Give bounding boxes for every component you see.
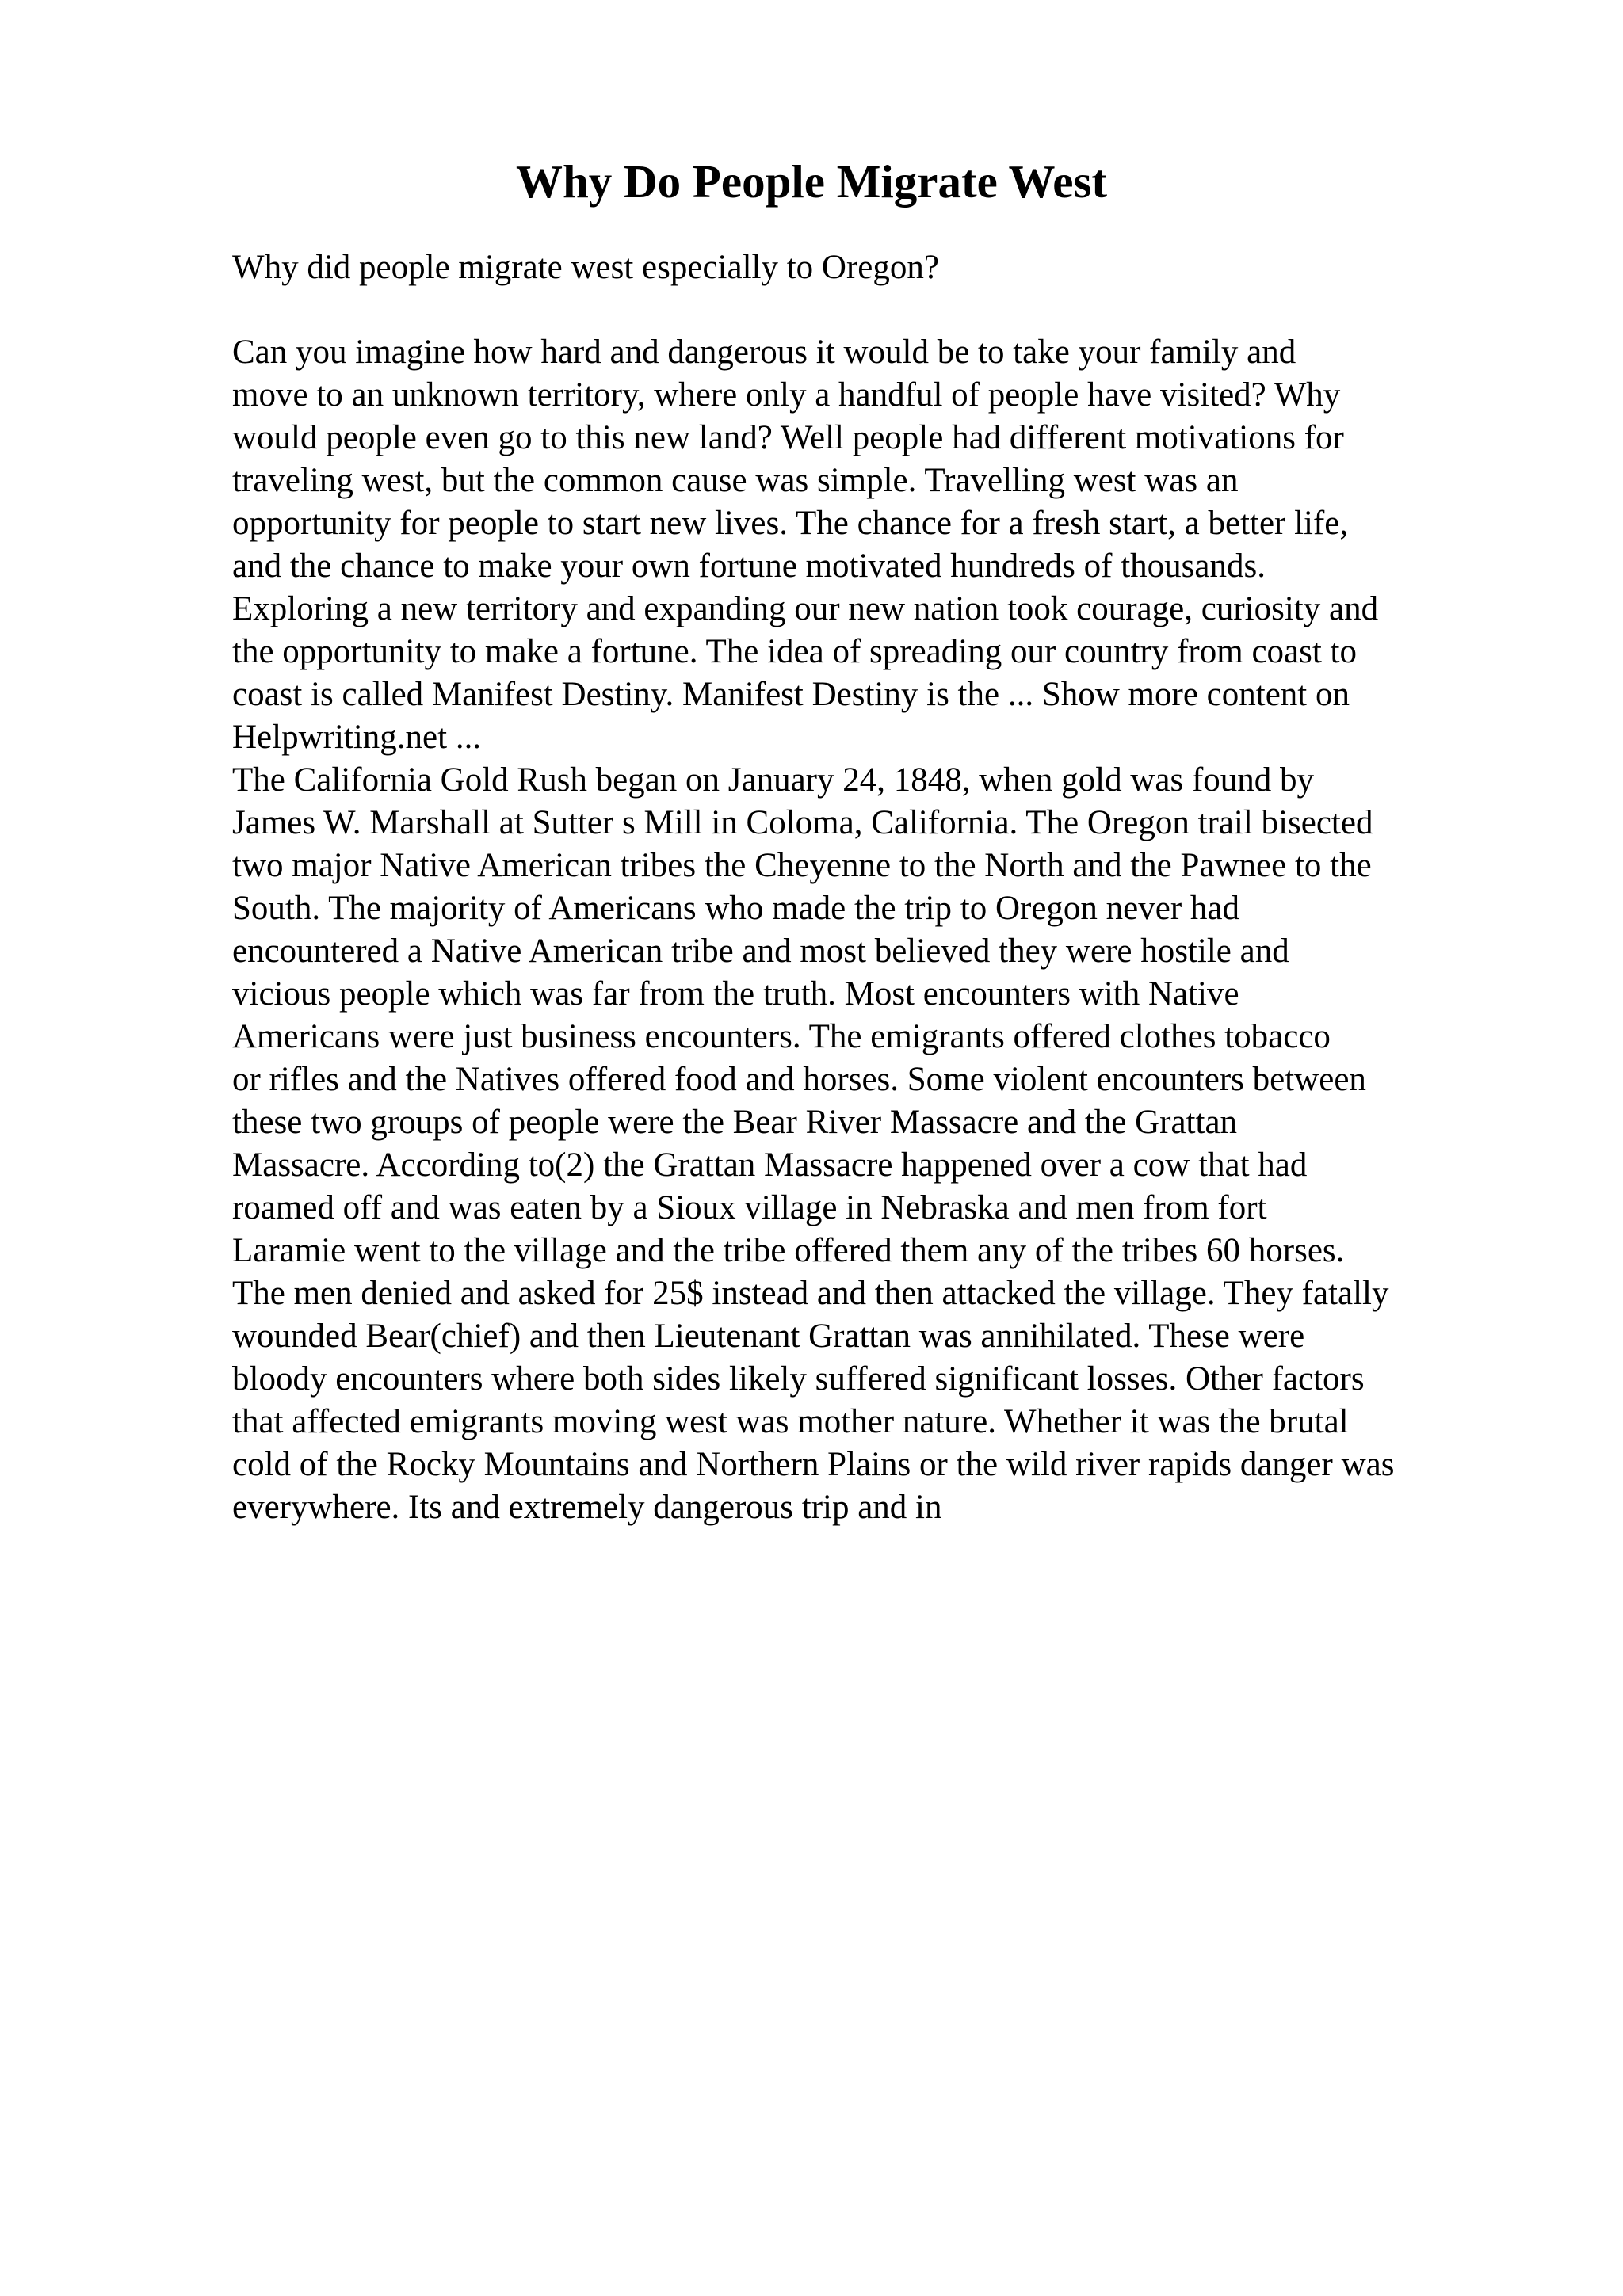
text-line: The California Gold Rush began on January 24, 1848, when gold was found by [232,761,1315,799]
text-line: Americans were just business encounters. The emigrants offered clothes tobacco [232,1018,1331,1055]
text-line: Massacre. According to(2) the Grattan Massacre happened over a cow that had [232,1146,1308,1184]
text-line: the opportunity to make a fortune. The idea of spreading our country from coast to [232,633,1357,670]
text-line: would people even go to this new land? Well people had different motivations for [232,419,1344,456]
text-line: Helpwriting.net ... [232,719,482,756]
text-line: Can you imagine how hard and dangerous it would be to take your family and [232,334,1296,371]
text-line: these two groups of people were the Bear River Massacre and the Grattan [232,1104,1238,1141]
text-line: and the chance to make your own fortune motivated hundreds of thousands. [232,547,1266,585]
text-line: wounded Bear(chief) and then Lieutenant Grattan was annihilated. These were [232,1318,1305,1355]
text-line: traveling west, but the common cause was simple. Travelling west was an [232,462,1239,499]
text-line: Exploring a new territory and expanding our new nation took courage, curiosity and [232,590,1379,627]
text-line: or rifles and the Natives offered food and horses. Some violent encounters between [232,1061,1366,1098]
text-line: opportunity for people to start new lives. The chance for a fresh start, a better life, [232,505,1349,542]
page-title: Why Do People Migrate West [515,155,1108,208]
question-line: Why did people migrate west especially to Oregon? [232,249,939,286]
text-line: bloody encounters where both sides likely suffered significant losses. Other factors [232,1360,1365,1398]
text-line: roamed off and was eaten by a Sioux village in Nebraska and men from fort [232,1189,1267,1226]
text-line: cold of the Rocky Mountains and Northern Plains or the wild river rapids danger was [232,1446,1395,1483]
text-line: Laramie went to the village and the tribe offered them any of the tribes 60 horses. [232,1232,1345,1269]
text-line: encountered a Native American tribe and most believed they were hostile and [232,933,1289,970]
text-line: South. The majority of Americans who made the trip to Oregon never had [232,890,1239,927]
text-line: James W. Marshall at Sutter s Mill in Coloma, California. The Oregon trail bisected [232,804,1373,841]
text-line: everywhere. Its and extremely dangerous trip and in [232,1489,942,1526]
text-line: move to an unknown territory, where only a handful of people have visited? Why [232,376,1341,414]
text-line: that affected emigrants moving west was mother nature. Whether it was the brutal [232,1403,1349,1440]
text-line: coast is called Manifest Destiny. Manifest Destiny is the ... Show more content on [232,676,1350,713]
text-line: The men denied and asked for 25$ instead and then attacked the village. They fatally [232,1275,1389,1312]
text-line: vicious people which was far from the truth. Most encounters with Native [232,975,1239,1013]
text-line: two major Native American tribes the Cheyenne to the North and the Pawnee to the [232,847,1372,884]
